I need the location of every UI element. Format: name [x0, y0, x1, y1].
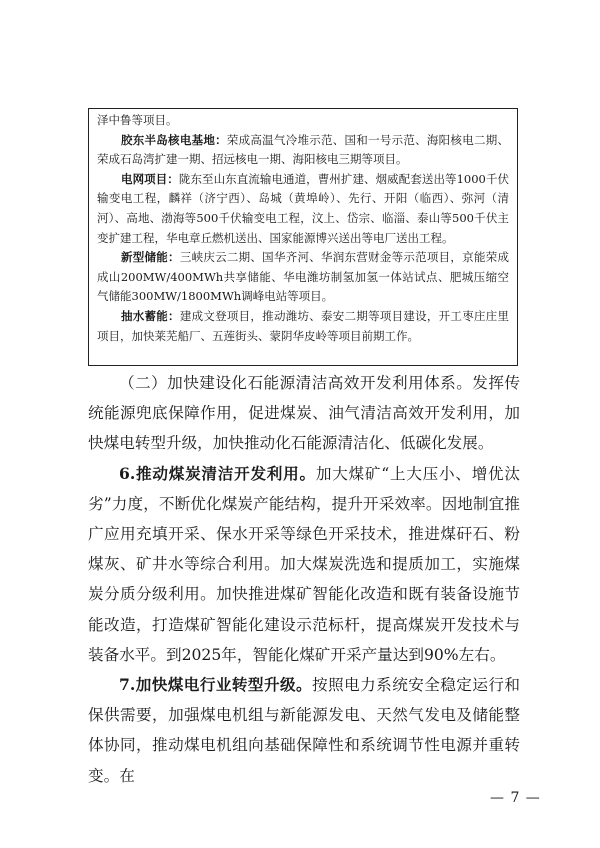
box-item-grid	[97, 170, 509, 248]
paragraph-coal	[88, 459, 520, 670]
paragraph-title: 6.推动煤炭清洁开发利用。	[119, 463, 316, 483]
box-item-label: 新型储能：	[121, 250, 180, 265]
box-item-label: 抽水蓄能：	[121, 308, 180, 323]
page-number: — 7 —	[490, 790, 541, 806]
box-item-text: 荣成高温气冷堆示范、国和一号示范、海阳核电二期、荣成石岛湾扩建一期、招远核电一期、海阳核电三期等项目。	[97, 132, 509, 167]
section-heading-paragraph: （二）加快建设化石能源清洁高效开发利用体系。发挥传统能源兜底保障作用，促进煤炭、油气清洁高效开发利用，加快煤电转型升级，加快推动化石能源清洁化、低碳化发展。	[88, 374, 520, 453]
box-item-text: 陇东至山东直流输电通道，曹州扩建、烟威配套送出等1000千伏输变电工程，麟祥（济宁西）、岛城（黄埠岭）、先行、开阳（临西）、弥河（清河）、高地、渤海等500千伏输变电工程，汶上、岱宗、临淄、泰山等500千伏主变扩建工程，华电章丘燃机送出、国家能源博兴送出等电厂送出工程。	[97, 171, 510, 245]
paragraph-coal-power	[88, 670, 520, 791]
body-text	[88, 368, 520, 791]
box-item-label: 电网项目：	[121, 171, 179, 186]
paragraph-text: 按照电力系统安全稳定运行和保供需要，加强煤电机组与新能源发电、天然气发电及储能整体协同，推动煤电机组向基础保障性和系统调节性电源并重转变。在	[88, 676, 520, 785]
box-item-nuclear	[97, 131, 509, 170]
project-list-box	[88, 108, 518, 366]
box-item-pumped-storage	[97, 307, 509, 346]
paragraph-text: 加大煤矿“上大压小、增优汰劣”力度，不断优化煤炭产能结构，提升开采效率。因地制宜推广应用充填开采、保水开采等绿色开采技术，推进煤矸石、粉煤灰、矿井水等综合利用。加大煤炭洗选和提质加工，实施煤炭分质分级利用。加快推进煤矿智能化改造和既有装备设施节能改造，打造煤矿智能化建设示范标杆，提高煤炭开发技术与装备水平。到2025年，智能化煤矿开采产量达到90%左右。	[88, 464, 520, 664]
paragraph-title: 7.加快煤电行业转型升级。	[119, 675, 313, 695]
box-item-label: 胶东半岛核电基地：	[121, 132, 227, 147]
box-line-0: 泽中鲁等项目。	[97, 113, 178, 127]
box-item-text: 三峡庆云二期、国华齐河、华润东营财金等示范项目，京能荣成成山200MW/400MWh共享储能、华电潍坊制氢加氢一体站试点、肥城压缩空气储能300MW/1800MWh调峰电站等项目。	[97, 250, 509, 304]
box-item-text: 建成文登项目，推动潍坊、泰安二期等项目建设，开工枣庄庄里项目，加快莱芜船厂、五莲街头、蒙阴华皮岭等项目前期工作。	[97, 308, 509, 343]
box-item-storage	[97, 248, 509, 307]
